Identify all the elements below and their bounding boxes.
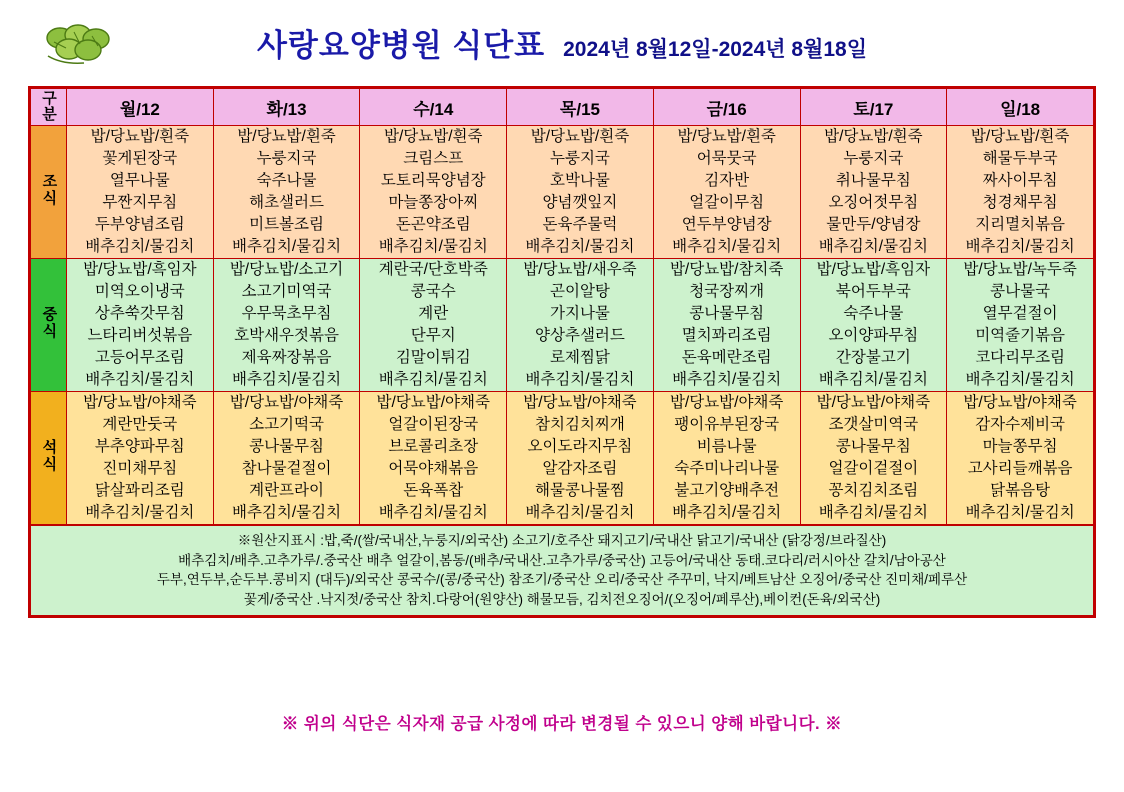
menu-cell-lunch-sat: 밥/당뇨밥/흑임자 북어두부국 숙주나물 오이양파무침 간장불고기 배추김치/물김치 xyxy=(800,259,947,392)
menu-cell-breakfast-thu: 밥/당뇨밥/흰죽 누룽지국 호박나물 양념깻잎지 돈육주물럭 배추김치/물김치 xyxy=(507,126,654,259)
menu-cell-dinner-sat: 밥/당뇨밥/야채죽 조갯살미역국 콩나물무침 얼갈이겉절이 꽁치김치조림 배추김치/물김치 xyxy=(800,392,947,525)
table-row-dinner xyxy=(31,392,1094,525)
menu-cell-lunch-sun: 밥/당뇨밥/녹두죽 콩나물국 열무겉절이 미역줄기볶음 코다리무조림 배추김치/물김치 xyxy=(947,259,1094,392)
menu-cell-dinner-tue: 밥/당뇨밥/야채죽 소고기떡국 콩나물무침 참나물겉절이 계란프라이 배추김치/물김치 xyxy=(213,392,360,525)
menu-cell-breakfast-tue: 밥/당뇨밥/흰죽 누룽지국 숙주나물 해초샐러드 미트볼조림 배추김치/물김치 xyxy=(213,126,360,259)
menu-cell-lunch-thu: 밥/당뇨밥/새우죽 곤이알탕 가지나물 양상추샐러드 로제찜닭 배추김치/물김치 xyxy=(507,259,654,392)
date-range: 2024년 8월12일-2024년 8월18일 xyxy=(563,37,868,61)
column-header-fri: 금/16 xyxy=(653,89,800,126)
column-header-sun: 일/18 xyxy=(947,89,1094,126)
menu-cell-dinner-wed: 밥/당뇨밥/야채죽 얼갈이된장국 브로콜리초장 어묵야채볶음 돈육폭찹 배추김치/물김치 xyxy=(360,392,507,525)
row-header-lunch: 중식 xyxy=(31,259,67,392)
menu-cell-breakfast-fri: 밥/당뇨밥/흰죽 어묵뭇국 김자반 얼갈이무침 연두부양념장 배추김치/물김치 xyxy=(653,126,800,259)
row-header-breakfast: 조식 xyxy=(31,126,67,259)
weekly-menu-table xyxy=(30,88,1094,525)
page-header xyxy=(0,0,1124,78)
menu-cell-dinner-fri: 밥/당뇨밥/야채죽 팽이유부된장국 비름나물 숙주미나리나물 불고기양배추전 배추김치/물김치 xyxy=(653,392,800,525)
column-header-sat: 토/17 xyxy=(800,89,947,126)
menu-cell-lunch-mon: 밥/당뇨밥/흑임자 미역오이냉국 상추쑥갓무침 느타리버섯볶음 고등어무조림 배추김치/물김치 xyxy=(67,259,214,392)
origin-note-line-1: ※원산지표시 :밥,죽/(쌀/국내산,누룽지/외국산) 소고기/호주산 돼지고기/국내산 닭고기/국내산 (닭강정/브라질산) xyxy=(237,533,887,548)
footer-note: ※ 위의 식단은 식자재 공급 사정에 따라 변경될 수 있으니 양해 바랍니다. ※ xyxy=(281,715,843,733)
column-header-thu: 목/15 xyxy=(507,89,654,126)
menu-cell-dinner-sun: 밥/당뇨밥/야채죽 감자수제비국 마늘쫑무침 고사리들깨볶음 닭볶음탕 배추김치/물김치 xyxy=(947,392,1094,525)
table-row-breakfast xyxy=(31,126,1094,259)
table-row-lunch xyxy=(31,259,1094,392)
origin-note-line-3: 두부,연두부,순두부.콩비지 (대두)/외국산 콩국수/(콩/중국산) 참조기/중국산 오리/중국산 주꾸미, 낙지/베트남산 오징어/중국산 진미채/페루산 xyxy=(156,572,968,588)
menu-cell-breakfast-sun: 밥/당뇨밥/흰죽 해물두부국 짜사이무침 청경채무침 지리멸치볶음 배추김치/물김치 xyxy=(947,126,1094,259)
menu-table-container xyxy=(28,86,1096,618)
menu-cell-dinner-thu: 밥/당뇨밥/야채죽 참치김치찌개 오이도라지무침 알감자조림 해물콩나물찜 배추김치/물김치 xyxy=(507,392,654,525)
column-header-wed: 수/14 xyxy=(360,89,507,126)
menu-cell-breakfast-mon: 밥/당뇨밥/흰죽 꽃게된장국 열무나물 무짠지무침 두부양념조림 배추김치/물김치 xyxy=(67,126,214,259)
menu-cell-dinner-mon: 밥/당뇨밥/야채죽 계란만둣국 부추양파무침 진미채무침 닭살꽈리조림 배추김치/물김치 xyxy=(67,392,214,525)
column-header-tue: 화/13 xyxy=(213,89,360,126)
menu-cell-breakfast-sat: 밥/당뇨밥/흰죽 누룽지국 취나물무침 오징어젓무침 물만두/양념장 배추김치/물김치 xyxy=(800,126,947,259)
origin-note-line-4: 꽃게/중국산 .낙지젓/중국산 참치.다랑어(원양산) 해물모듬, 김치전오징어/(오징어/페루산),베이컨(돈육/외국산) xyxy=(243,591,881,607)
corner-label: 구분 xyxy=(31,89,67,126)
menu-cell-lunch-fri: 밥/당뇨밥/참치죽 청국장찌개 콩나물무침 멸치꽈리조림 돈육메란조림 배추김치/물김치 xyxy=(653,259,800,392)
vegetable-leaf-icon xyxy=(40,22,118,68)
menu-cell-lunch-tue: 밥/당뇨밥/소고기 소고기미역국 우무묵초무침 호박새우젓볶음 제육짜장볶음 배추김치/물김치 xyxy=(213,259,360,392)
column-header-mon: 월/12 xyxy=(67,89,214,126)
menu-cell-lunch-wed: 계란국/단호박죽 콩국수 계란 단무지 김말이튀김 배추김치/물김치 xyxy=(360,259,507,392)
origin-note xyxy=(30,525,1094,616)
origin-note-line-2: 배추김치/배추.고추가루/.중국산 배추 얼갈이,봄동/(배추/국내산.고추가루/중국산) 고등어/국내산 동태.코다리/러시아산 갈치/남아공산 xyxy=(178,552,946,568)
table-header-row xyxy=(31,89,1094,126)
page-title: 사랑요양병원 식단표 xyxy=(256,27,546,63)
row-header-dinner: 석식 xyxy=(31,392,67,525)
menu-cell-breakfast-wed: 밥/당뇨밥/흰죽 크림스프 도토리묵양념장 마늘쫑장아찌 돈곤약조림 배추김치/물김치 xyxy=(360,126,507,259)
